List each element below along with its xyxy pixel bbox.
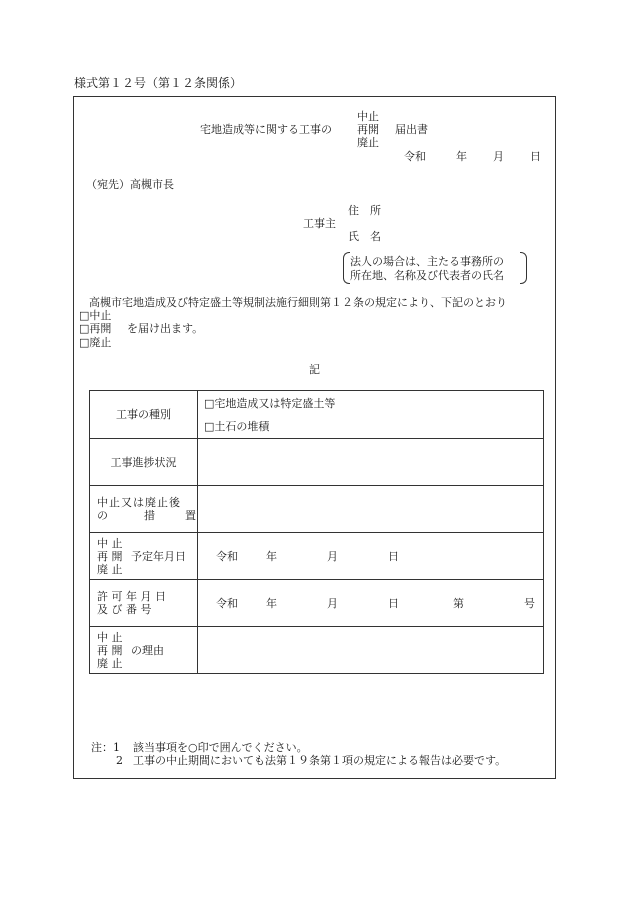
- body-option-haishi: □廃止: [79, 336, 112, 349]
- row-reason: [90, 627, 544, 674]
- title-option-chushi: 中止: [357, 110, 379, 123]
- corporate-note-line1: 法人の場合は、主たる事務所の: [350, 255, 504, 268]
- body-line1: 高槻市宅地造成及び特定盛土等規制法施行細則第１２条の規定により、下記のとおり: [89, 296, 507, 309]
- reason-label-chushi: 中 止: [97, 630, 123, 644]
- title-option-saikai: 再開: [357, 123, 379, 136]
- body-line2-suffix: を届け出ます。: [127, 322, 204, 335]
- permit-era: 令和: [216, 596, 238, 610]
- scheduled-label-suffix: 予定年月日: [131, 549, 186, 563]
- work-type-opt-doseki: □土石の堆積: [204, 419, 270, 433]
- row-permit: [90, 580, 544, 627]
- scheduled-era: 令和: [216, 549, 238, 563]
- scheduled-day: 日: [388, 549, 399, 563]
- reason-value-cell: [198, 627, 544, 674]
- measures-label-chi: 置: [185, 509, 196, 522]
- reason-label-haishi: 廃 止: [97, 656, 123, 670]
- title-option-haishi: 廃止: [357, 136, 379, 149]
- row-progress: [90, 439, 544, 486]
- title-prefix: 宅地造成等に関する工事の: [200, 123, 332, 136]
- row-measures: [90, 486, 544, 533]
- date-day: 日: [530, 150, 541, 163]
- measures-label-no: の: [97, 509, 108, 522]
- reason-label-saikai: 再 開: [97, 643, 123, 657]
- row-work-type: [90, 391, 544, 439]
- scheduled-date-label-cell: [90, 533, 198, 580]
- title-suffix: 届出書: [395, 123, 428, 136]
- permit-day: 日: [388, 596, 399, 610]
- address-label: 住 所: [348, 204, 381, 217]
- scheduled-label-chushi: 中 止: [97, 536, 123, 550]
- ki-heading: 記: [309, 363, 320, 376]
- scheduled-date-value-cell: [198, 533, 544, 580]
- scheduled-month: 月: [327, 549, 338, 563]
- note-2-number: 2: [116, 754, 123, 767]
- scheduled-label-saikai: 再 開: [97, 549, 123, 563]
- body-option-chushi: □中止: [79, 309, 112, 322]
- work-type-opt-takuchi: □宅地造成又は特定盛土等: [204, 396, 336, 410]
- measures-label-line1: 中止又は廃止後: [97, 496, 181, 509]
- applicant-label: 工事主: [303, 217, 336, 230]
- scheduled-label-haishi: 廃 止: [97, 562, 123, 576]
- addressee: （宛先）高槻市長: [86, 178, 174, 191]
- work-type-value-cell: [198, 391, 544, 439]
- permit-month: 月: [327, 596, 338, 610]
- note-1: 該当事項を○印で囲んでください。: [133, 741, 308, 754]
- permit-dai: 第: [453, 596, 464, 610]
- progress-label-cell: [90, 439, 198, 486]
- reason-label-suffix: の理由: [131, 643, 164, 657]
- measures-label-cell: [90, 486, 198, 533]
- reason-label-cell: [90, 627, 198, 674]
- note-prefix: 注：1: [91, 741, 120, 754]
- permit-label-line1: 許 可 年 月 日: [97, 590, 166, 603]
- permit-label-cell: [90, 580, 198, 627]
- permit-year: 年: [266, 596, 277, 610]
- permit-label-line2: 及 び 番 号: [97, 603, 152, 616]
- date-year: 年: [456, 150, 467, 163]
- body-option-saikai: □再開: [79, 322, 112, 335]
- permit-value-cell: [198, 580, 544, 627]
- work-type-label-cell: [90, 391, 198, 439]
- measures-label-so: 措: [144, 509, 155, 522]
- date-month: 月: [493, 150, 504, 163]
- permit-go: 号: [524, 596, 535, 610]
- note-bracket-left: [343, 252, 350, 284]
- note-bracket-right: [520, 252, 527, 284]
- date-era: 令和: [404, 150, 426, 163]
- scheduled-year: 年: [266, 549, 277, 563]
- corporate-note-line2: 所在地、名称及び代表者の氏名: [350, 269, 504, 282]
- measures-label-line2: [97, 509, 197, 522]
- details-table: [89, 390, 544, 674]
- note-2: 工事の中止期間においても法第１９条第１項の規定による報告は必要です。: [133, 754, 507, 767]
- measures-value-cell: [198, 486, 544, 533]
- progress-value-cell: [198, 439, 544, 486]
- work-type-label: 工事の種別: [116, 408, 171, 421]
- row-scheduled-date: [90, 533, 544, 580]
- form-number: 様式第１２号（第１２条関係）: [74, 76, 243, 90]
- progress-label: 工事進捗状況: [110, 455, 177, 469]
- name-label: 氏 名: [348, 230, 381, 243]
